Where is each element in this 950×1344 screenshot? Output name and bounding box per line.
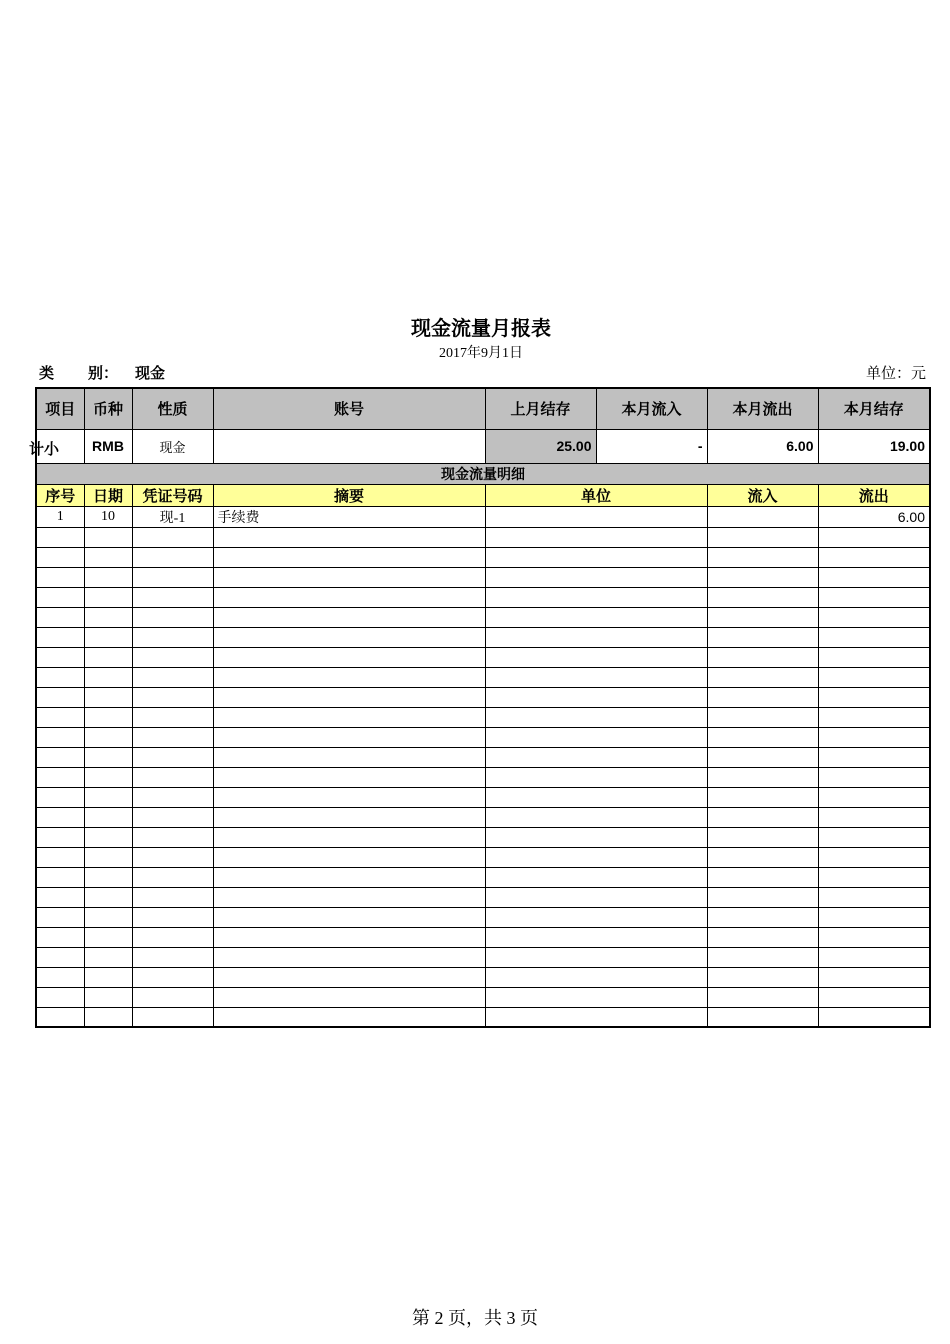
detail-col-inflow: 流入: [707, 484, 818, 506]
row-voucher: [132, 607, 213, 627]
row-voucher: [132, 967, 213, 987]
row-seq: [36, 987, 84, 1007]
table-row: [36, 1007, 930, 1027]
summary-outflow: 6.00: [707, 429, 818, 463]
row-outflow: [818, 867, 930, 887]
row-outflow: [818, 807, 930, 827]
row-inflow: [707, 647, 818, 667]
row-date: [84, 967, 132, 987]
table-row: [36, 727, 930, 747]
row-voucher: [132, 867, 213, 887]
row-summary: [213, 787, 485, 807]
table-row: [36, 927, 930, 947]
row-outflow: [818, 927, 930, 947]
row-seq: [36, 807, 84, 827]
table-row: [36, 947, 930, 967]
table-row: [36, 767, 930, 787]
row-summary: [213, 1007, 485, 1027]
category-separator: 别：: [88, 365, 119, 382]
row-date: [84, 587, 132, 607]
row-outflow: [818, 687, 930, 707]
row-voucher: [132, 927, 213, 947]
row-outflow: [818, 587, 930, 607]
row-date: [84, 987, 132, 1007]
row-summary: [213, 527, 485, 547]
row-unit: [485, 567, 707, 587]
row-voucher: [132, 847, 213, 867]
row-outflow: [818, 987, 930, 1007]
row-unit: [485, 727, 707, 747]
row-voucher: [132, 1007, 213, 1027]
summary-nature: 现金: [132, 429, 213, 463]
table-row: [36, 587, 930, 607]
unit-label: 单位：元: [865, 365, 926, 382]
summary-prev-balance: 25.00: [485, 429, 596, 463]
row-date: [84, 927, 132, 947]
summary-header-row: [36, 388, 930, 429]
header-inflow: 本月流入: [596, 388, 707, 429]
row-date: [84, 847, 132, 867]
row-outflow: [818, 787, 930, 807]
row-seq: [36, 907, 84, 927]
row-summary: [213, 747, 485, 767]
row-summary: [213, 547, 485, 567]
row-date: [84, 707, 132, 727]
header-account: 账号: [213, 388, 485, 429]
row-unit: [485, 747, 707, 767]
row-unit: [485, 547, 707, 567]
row-summary: [213, 947, 485, 967]
row-date: [84, 547, 132, 567]
detail-col-date: 日期: [84, 484, 132, 506]
detail-col-outflow: 流出: [818, 484, 930, 506]
header-item: 项目: [36, 388, 84, 429]
row-inflow: [707, 907, 818, 927]
table-row: [36, 506, 930, 527]
row-summary: [213, 927, 485, 947]
report-date: 2017年9月1日: [439, 346, 523, 361]
row-seq: [36, 727, 84, 747]
row-unit: [485, 867, 707, 887]
category-value: 现金: [135, 365, 166, 382]
row-inflow: [707, 506, 818, 527]
row-summary: [213, 847, 485, 867]
row-summary: 手续费: [213, 506, 485, 527]
row-date: [84, 627, 132, 647]
row-summary: [213, 667, 485, 687]
summary-row: [36, 429, 930, 463]
row-seq: [36, 767, 84, 787]
detail-col-unit: 单位: [485, 484, 707, 506]
row-date: [84, 667, 132, 687]
row-seq: [36, 747, 84, 767]
row-outflow: [818, 887, 930, 907]
row-date: [84, 687, 132, 707]
row-outflow: [818, 827, 930, 847]
row-summary: [213, 687, 485, 707]
table-row: [36, 987, 930, 1007]
table-row: [36, 567, 930, 587]
row-unit: [485, 607, 707, 627]
row-unit: [485, 907, 707, 927]
row-seq: [36, 667, 84, 687]
row-outflow: 6.00: [818, 506, 930, 527]
row-date: 10: [84, 506, 132, 527]
row-inflow: [707, 547, 818, 567]
row-inflow: [707, 667, 818, 687]
row-seq: [36, 827, 84, 847]
row-inflow: [707, 927, 818, 947]
row-unit: [485, 827, 707, 847]
table-row: [36, 807, 930, 827]
row-inflow: [707, 567, 818, 587]
row-unit: [485, 987, 707, 1007]
row-seq: [36, 527, 84, 547]
row-summary: [213, 907, 485, 927]
row-date: [84, 647, 132, 667]
row-voucher: [132, 787, 213, 807]
table-row: [36, 607, 930, 627]
row-voucher: [132, 907, 213, 927]
row-inflow: [707, 707, 818, 727]
table-row: [36, 907, 930, 927]
row-outflow: [818, 647, 930, 667]
row-voucher: [132, 647, 213, 667]
row-seq: [36, 847, 84, 867]
row-date: [84, 787, 132, 807]
header-outflow: 本月流出: [707, 388, 818, 429]
row-summary: [213, 587, 485, 607]
detail-col-seq: 序号: [36, 484, 84, 506]
cash-flow-table: [29, 387, 931, 1028]
report-title: 现金流量月报表: [411, 318, 551, 340]
row-outflow: [818, 967, 930, 987]
row-summary: [213, 727, 485, 747]
row-seq: [36, 927, 84, 947]
summary-currency: RMB: [84, 429, 132, 463]
row-date: [84, 527, 132, 547]
row-outflow: [818, 607, 930, 627]
row-seq: [36, 627, 84, 647]
table-row: [36, 787, 930, 807]
row-inflow: [707, 1007, 818, 1027]
row-unit: [485, 647, 707, 667]
row-summary: [213, 607, 485, 627]
row-voucher: [132, 527, 213, 547]
summary-balance: 19.00: [818, 429, 930, 463]
row-outflow: [818, 847, 930, 867]
row-date: [84, 807, 132, 827]
row-unit: [485, 707, 707, 727]
row-seq: [36, 547, 84, 567]
row-summary: [213, 807, 485, 827]
row-voucher: [132, 987, 213, 1007]
category-label: 类: [39, 365, 55, 382]
row-outflow: [818, 667, 930, 687]
row-outflow: [818, 707, 930, 727]
row-seq: [36, 607, 84, 627]
row-inflow: [707, 887, 818, 907]
header-balance: 本月结存: [818, 388, 930, 429]
row-outflow: [818, 1007, 930, 1027]
row-voucher: [132, 807, 213, 827]
row-voucher: [132, 947, 213, 967]
row-seq: [36, 1007, 84, 1027]
detail-col-summary: 摘要: [213, 484, 485, 506]
row-date: [84, 1007, 132, 1027]
row-inflow: [707, 827, 818, 847]
row-summary: [213, 767, 485, 787]
row-date: [84, 747, 132, 767]
row-seq: [36, 787, 84, 807]
page-footer: 第 2 页，共 3 页: [412, 1308, 538, 1328]
header-currency: 币种: [84, 388, 132, 429]
row-unit: [485, 807, 707, 827]
row-date: [84, 607, 132, 627]
table-row: [36, 967, 930, 987]
row-unit: [485, 967, 707, 987]
row-inflow: [707, 787, 818, 807]
row-unit: [485, 527, 707, 547]
row-unit: [485, 687, 707, 707]
row-outflow: [818, 727, 930, 747]
row-unit: [485, 847, 707, 867]
header-prev-balance: 上月结存: [485, 388, 596, 429]
row-summary: [213, 887, 485, 907]
table-row: [36, 667, 930, 687]
header-nature: 性质: [132, 388, 213, 429]
row-outflow: [818, 527, 930, 547]
row-date: [84, 767, 132, 787]
summary-inflow: -: [596, 429, 707, 463]
row-voucher: [132, 887, 213, 907]
row-inflow: [707, 767, 818, 787]
row-inflow: [707, 527, 818, 547]
row-seq: [36, 887, 84, 907]
row-voucher: [132, 667, 213, 687]
row-seq: [36, 647, 84, 667]
row-voucher: [132, 747, 213, 767]
row-date: [84, 907, 132, 927]
table-row: [36, 527, 930, 547]
row-inflow: [707, 727, 818, 747]
row-summary: [213, 707, 485, 727]
row-unit: [485, 787, 707, 807]
row-summary: [213, 627, 485, 647]
table-row: [36, 647, 930, 667]
row-unit: [485, 767, 707, 787]
table-row: [36, 847, 930, 867]
summary-account: [213, 429, 485, 463]
row-seq: [36, 707, 84, 727]
table-row: [36, 887, 930, 907]
row-voucher: [132, 587, 213, 607]
row-voucher: [132, 707, 213, 727]
table-row: [36, 687, 930, 707]
row-date: [84, 567, 132, 587]
row-inflow: [707, 967, 818, 987]
row-outflow: [818, 947, 930, 967]
detail-title-row: [36, 463, 930, 484]
detail-rows: [36, 506, 930, 1027]
table-row: [36, 747, 930, 767]
row-unit: [485, 927, 707, 947]
row-voucher: [132, 727, 213, 747]
row-inflow: [707, 627, 818, 647]
row-outflow: [818, 747, 930, 767]
row-inflow: [707, 687, 818, 707]
row-seq: 1: [36, 506, 84, 527]
row-inflow: [707, 607, 818, 627]
detail-header-row: [36, 484, 930, 506]
row-summary: [213, 647, 485, 667]
row-summary: [213, 987, 485, 1007]
row-seq: [36, 567, 84, 587]
row-unit: [485, 947, 707, 967]
row-voucher: [132, 547, 213, 567]
row-seq: [36, 947, 84, 967]
row-inflow: [707, 867, 818, 887]
row-outflow: [818, 567, 930, 587]
table-row: [36, 827, 930, 847]
row-unit: [485, 887, 707, 907]
summary-item-cell: [29, 429, 84, 463]
row-outflow: [818, 547, 930, 567]
row-voucher: [132, 767, 213, 787]
row-unit: [485, 667, 707, 687]
row-unit: [485, 587, 707, 607]
row-voucher: [132, 687, 213, 707]
table-row: [36, 867, 930, 887]
row-inflow: [707, 747, 818, 767]
row-date: [84, 867, 132, 887]
row-voucher: 现-1: [132, 506, 213, 527]
row-unit: [485, 1007, 707, 1027]
row-outflow: [818, 627, 930, 647]
row-seq: [36, 587, 84, 607]
row-outflow: [818, 767, 930, 787]
row-unit: [485, 627, 707, 647]
row-voucher: [132, 567, 213, 587]
row-summary: [213, 967, 485, 987]
row-inflow: [707, 987, 818, 1007]
row-seq: [36, 967, 84, 987]
table-row: [36, 627, 930, 647]
row-date: [84, 947, 132, 967]
summary-item: 计小: [29, 440, 60, 458]
row-seq: [36, 687, 84, 707]
row-seq: [36, 867, 84, 887]
row-inflow: [707, 807, 818, 827]
row-inflow: [707, 947, 818, 967]
row-summary: [213, 827, 485, 847]
row-date: [84, 827, 132, 847]
detail-col-voucher: 凭证号码: [132, 484, 213, 506]
row-summary: [213, 867, 485, 887]
row-voucher: [132, 627, 213, 647]
row-date: [84, 887, 132, 907]
row-summary: [213, 567, 485, 587]
row-inflow: [707, 587, 818, 607]
table-row: [36, 547, 930, 567]
row-date: [84, 727, 132, 747]
row-unit: [485, 506, 707, 527]
row-inflow: [707, 847, 818, 867]
row-voucher: [132, 827, 213, 847]
table-row: [36, 707, 930, 727]
detail-title: 现金流量明细: [36, 463, 930, 484]
row-outflow: [818, 907, 930, 927]
